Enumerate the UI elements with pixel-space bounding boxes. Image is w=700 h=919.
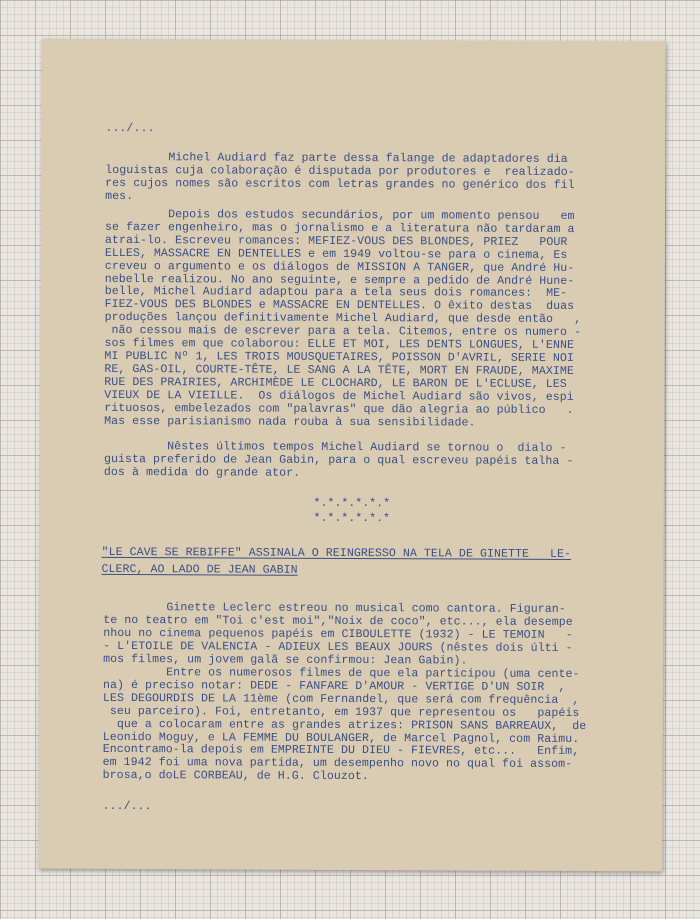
text-line: se fazer engenheiro, mas o jornalismo e a literatura não tardaram a — [104, 220, 575, 236]
paragraph-leclerc-debut — [103, 602, 643, 669]
text-line: que a colocaram entre as grandes atrizes: PRISON SANS BARREAUX, de — [102, 717, 587, 733]
text-line: Mas esse parisianismo nada rouba à sua sensibilidade. — [104, 414, 476, 430]
text-line: produções lançou definitivamente Michel Audiard, que desde então , — [104, 311, 582, 327]
paragraph-audiard-career — [104, 209, 645, 431]
text-line: mos filmes, um jovem galã se confirmou: Jean Gabin). — [103, 652, 468, 668]
page-marker-top: .../... — [105, 121, 155, 136]
star-separator: *.*.*.*.*.* — [313, 496, 391, 511]
text-line: não cessou mais de escrever para a tela. Citemos, entre os numero - — [104, 324, 582, 340]
text-line: Encontramo-la depois em EMPREINTE DU DIEU - FIEVRES, etc... Enfim, — [102, 743, 580, 759]
text-line: res cujos nomes são escritos com letras grandes no genérico dos fil — [105, 176, 575, 192]
text-line: em 1942 foi uma nova partida, um desempenho novo no qual foi assom- — [102, 756, 573, 772]
text-line: nhou no cinema pequenos papéis em CIBOULETTE (1932) - LE TEMOIN - — [103, 626, 573, 642]
text-line: Entre os numerosos filmes de que ela participou (uma cente- — [103, 665, 580, 681]
text-line: mes. — [105, 189, 134, 203]
text-line: MI PUBLIC Nº 1, LES TROIS MOUSQUETAIRES, POISSON D'AVRIL, SERIE NOI — [104, 349, 574, 365]
text-line: RUE DES PRAIRIES, ARCHIMÈDE LE CLOCHARD, LE BARON DE L'ECLUSE, LES — [104, 375, 567, 391]
star-separator: *.*.*.*.*.* — [313, 511, 391, 526]
text-line: guista preferido de Jean Gabin, para o qual escreveu papéis talha - — [103, 452, 574, 468]
text-line: atrai-lo. Escreveu romances: MEFIEZ-VOUS DES BLONDES, PRIEZ POUR — [104, 233, 568, 249]
section-headline — [101, 544, 641, 580]
headline-line: "LE CAVE SE REBIFFE" ASSINALA O REINGRESSO NA TELA DE GINETTE LE- — [101, 545, 572, 561]
paragraph-leclerc-films — [103, 667, 644, 786]
text-line: Ginette Leclerc estreou no musical como cantora. Figuran- — [103, 600, 566, 616]
text-line: loguistas cuja colaboração é disputada por produtores e realizado- — [105, 163, 575, 179]
text-line: seu parceiro). Foi, entretanto, em 1937 que representou os papéis — [102, 704, 580, 720]
text-line: na) é preciso notar: DEDE - FANFARE D'AMOUR - VERTIGE D'UN SOIR , — [102, 678, 566, 694]
text-line: RE, GAS-OIL, COURTE-TÊTE, LE SANG A LA TÊTE, MORT EN FRAUDE, MAXIME — [104, 362, 574, 378]
text-line: dos à medida do grande ator. — [103, 465, 301, 480]
text-line: Depois dos estudos secundários, por um momento pensou em — [105, 207, 575, 223]
text-line: Nêstes últimos tempos Michel Audiard se tornou o dialo - — [104, 439, 567, 455]
text-line: - L'ETOILE DE VALENCIA - ADIEUX LES BEAUX JOURS (nêstes dois últi - — [103, 639, 573, 655]
text-line: nebelle realizou. No ano seguinte, e sempre a pedido de André Hune- — [104, 272, 575, 288]
text-line: Leonido Moguy, e LA FEMME DU BOULANGER, de Marcel Pagnol, com Raimu. — [102, 730, 580, 746]
text-line: ELLES, MASSACRE EN DENTELLES e em 1949 voltou-se para o cinema, Es — [104, 246, 568, 262]
text-line: belle, Michel Audiard adaptou para a tela seus dois romances: ME- — [104, 285, 568, 301]
paragraph-audiard-intro — [105, 152, 645, 206]
headline-line: CLERC, AO LADO DE JEAN GABIN — [101, 562, 298, 577]
text-line: sos filmes em que colaborou: ELLE ET MOI, LES DENTS LONGUES, L'ENNE — [104, 336, 575, 353]
text-line: brosa,o doLE CORBEAU, de H.G. Clouzot. — [102, 769, 369, 784]
text-line: FIEZ-VOUS DES BLONDES e MASSACRE EN DENTELLES. O êxito destas duas — [104, 298, 575, 314]
page-marker-bottom: .../... — [102, 799, 152, 814]
text-line: Michel Audiard faz parte dessa falange de adaptadores dia — [105, 150, 568, 166]
text-line: te no teatro em "Toi c'est moi","Noix de coco", etc..., ela desempe — [103, 613, 573, 629]
text-line: rituosos, embelezados com "palavras" que dão alegria ao público . — [104, 401, 574, 417]
text-line: creveu o argumento e os diálogos de MISSION A TANGER, que André Hu- — [104, 259, 575, 275]
paragraph-audiard-gabin — [104, 441, 644, 482]
text-line: VIEUX DE LA VIEILLE. Os diálogos de Michel Audiard são vivos, espi — [104, 388, 574, 404]
typewritten-page — [38, 39, 666, 872]
text-line: LES DEGOURDIS DE LA 11ème (com Fernandel, que será com frequência , — [102, 691, 580, 707]
